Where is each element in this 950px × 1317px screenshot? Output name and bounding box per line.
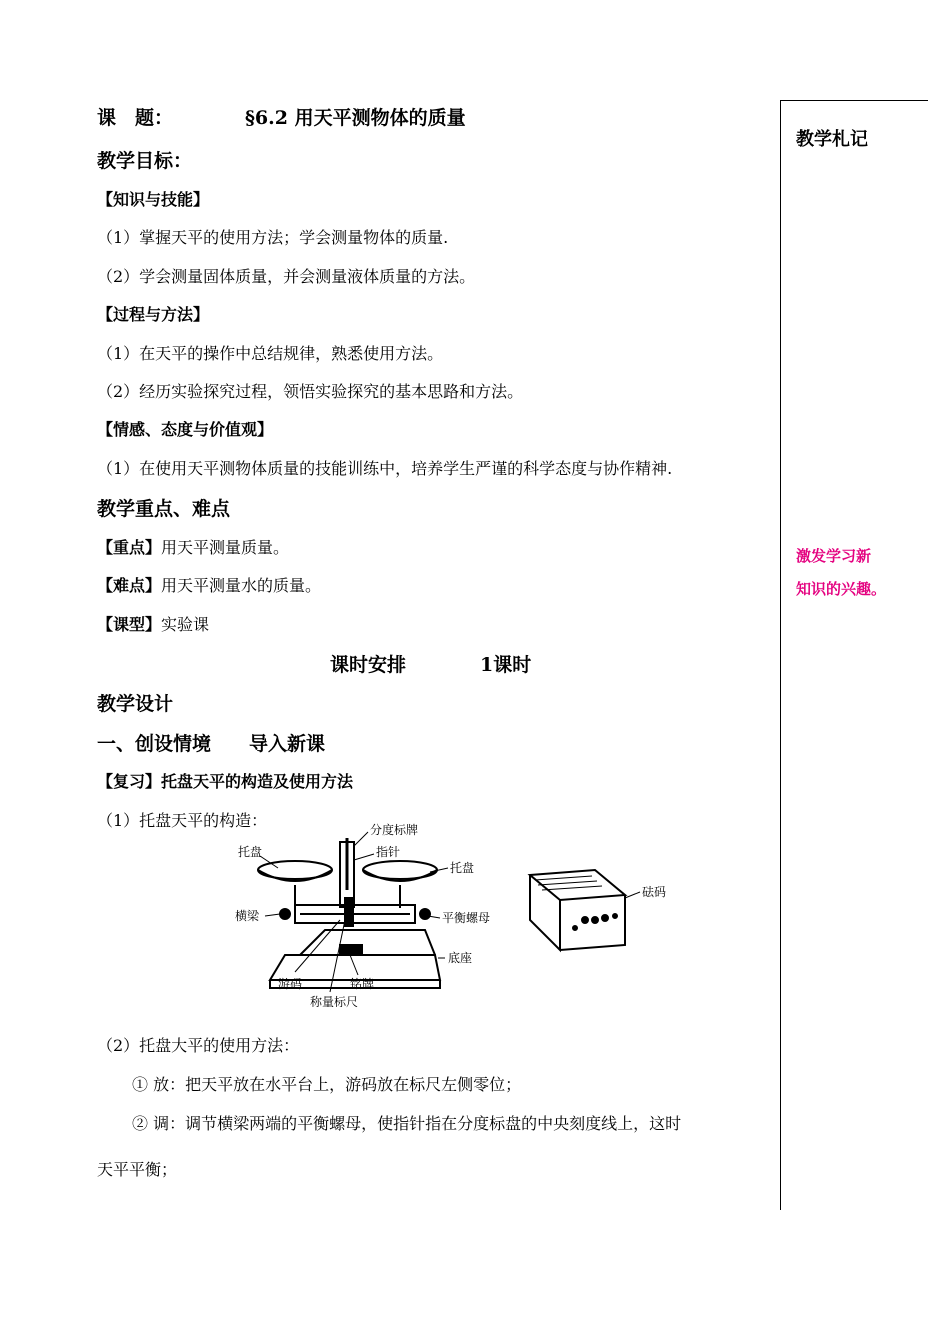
difficult-point-row <box>97 573 321 596</box>
label-rider: 游码 <box>278 977 303 991</box>
sidebar-top-border <box>780 100 928 101</box>
section-1-heading: 一、创设情境 导入新课 <box>97 733 326 755</box>
sidebar-note-line-2: 知识的兴趣。 <box>796 580 887 598</box>
difficult-point-text: 用天平测量水的质量。 <box>161 576 322 595</box>
knowledge-item-1: （1）掌握天平的使用方法；学会测量物体的质量. <box>97 228 449 247</box>
sidebar-left-border <box>780 100 781 1210</box>
attitude-item-1: （1）在使用天平测物体质量的技能训练中，培养学生严谨的科学态度与协作精神. <box>97 459 673 478</box>
review-row <box>97 769 353 792</box>
sidebar-title: 教学札记 <box>796 129 868 150</box>
label-tray-right: 托盘 <box>450 861 475 875</box>
label-weights: 砝码 <box>642 885 667 899</box>
label-balance-nut: 平衡螺母 <box>442 911 491 925</box>
lesson-type-text: 实验课 <box>161 615 210 634</box>
review-label: 【复习】 <box>97 772 162 791</box>
lesson-type-label: 【课型】 <box>97 615 162 634</box>
schedule-label: 课时安排 <box>330 654 407 676</box>
usage-step-2-line-1: ② 调：调节横梁两端的平衡螺母，使指针指在分度标盘的中央刻度线上，这时 <box>132 1114 682 1133</box>
knowledge-label: 【知识与技能】 <box>97 190 210 209</box>
usage-step-1: ① 放：把天平放在水平台上，游码放在标尺左侧零位； <box>132 1075 522 1094</box>
structure-intro: （1）托盘天平的构造： <box>97 811 268 830</box>
lesson-type-row <box>97 612 209 635</box>
label-base: 底座 <box>448 951 473 965</box>
label-scale-ruler: 称量标尺 <box>310 995 359 1009</box>
usage-intro: （2）托盘大平的使用方法： <box>97 1036 300 1055</box>
objectives-heading: 教学目标： <box>97 150 193 172</box>
balance-diagram <box>230 820 670 1015</box>
design-heading: 教学设计 <box>97 693 174 715</box>
course-label: 课 题： <box>97 107 174 129</box>
process-item-2: （2）经历实验探究过程，领悟实验探究的基本思路和方法。 <box>97 382 524 401</box>
difficult-point-label: 【难点】 <box>97 576 162 595</box>
key-point-text: 用天平测量质量。 <box>161 538 290 557</box>
label-scale-plate: 分度标牌 <box>370 823 419 837</box>
usage-step-2-line-2: 天平平衡； <box>97 1160 178 1179</box>
weights-box-shape <box>530 870 640 950</box>
key-point-label: 【重点】 <box>97 538 162 557</box>
key-points-heading: 教学重点、难点 <box>97 498 231 520</box>
label-tray-left: 托盘 <box>238 845 263 859</box>
label-pointer: 指针 <box>376 845 401 859</box>
review-title: 托盘天平的构造及使用方法 <box>161 772 354 791</box>
label-beam: 横梁 <box>235 909 260 923</box>
course-title: §6.2 用天平测物体的质量 <box>245 107 466 129</box>
label-nameplate: 铭牌 <box>350 977 375 991</box>
key-point-row <box>97 535 289 558</box>
process-label: 【过程与方法】 <box>97 305 210 324</box>
process-item-1: （1）在天平的操作中总结规律，熟悉使用方法。 <box>97 344 444 363</box>
rider-shape <box>345 898 353 926</box>
knowledge-item-2: （2）学会测量固体质量，并会测量液体质量的方法。 <box>97 267 476 286</box>
schedule-value: 1课时 <box>480 654 532 676</box>
sidebar-note-line-1: 激发学习新 <box>796 547 872 565</box>
attitude-label: 【情感、态度与价值观】 <box>97 420 274 439</box>
